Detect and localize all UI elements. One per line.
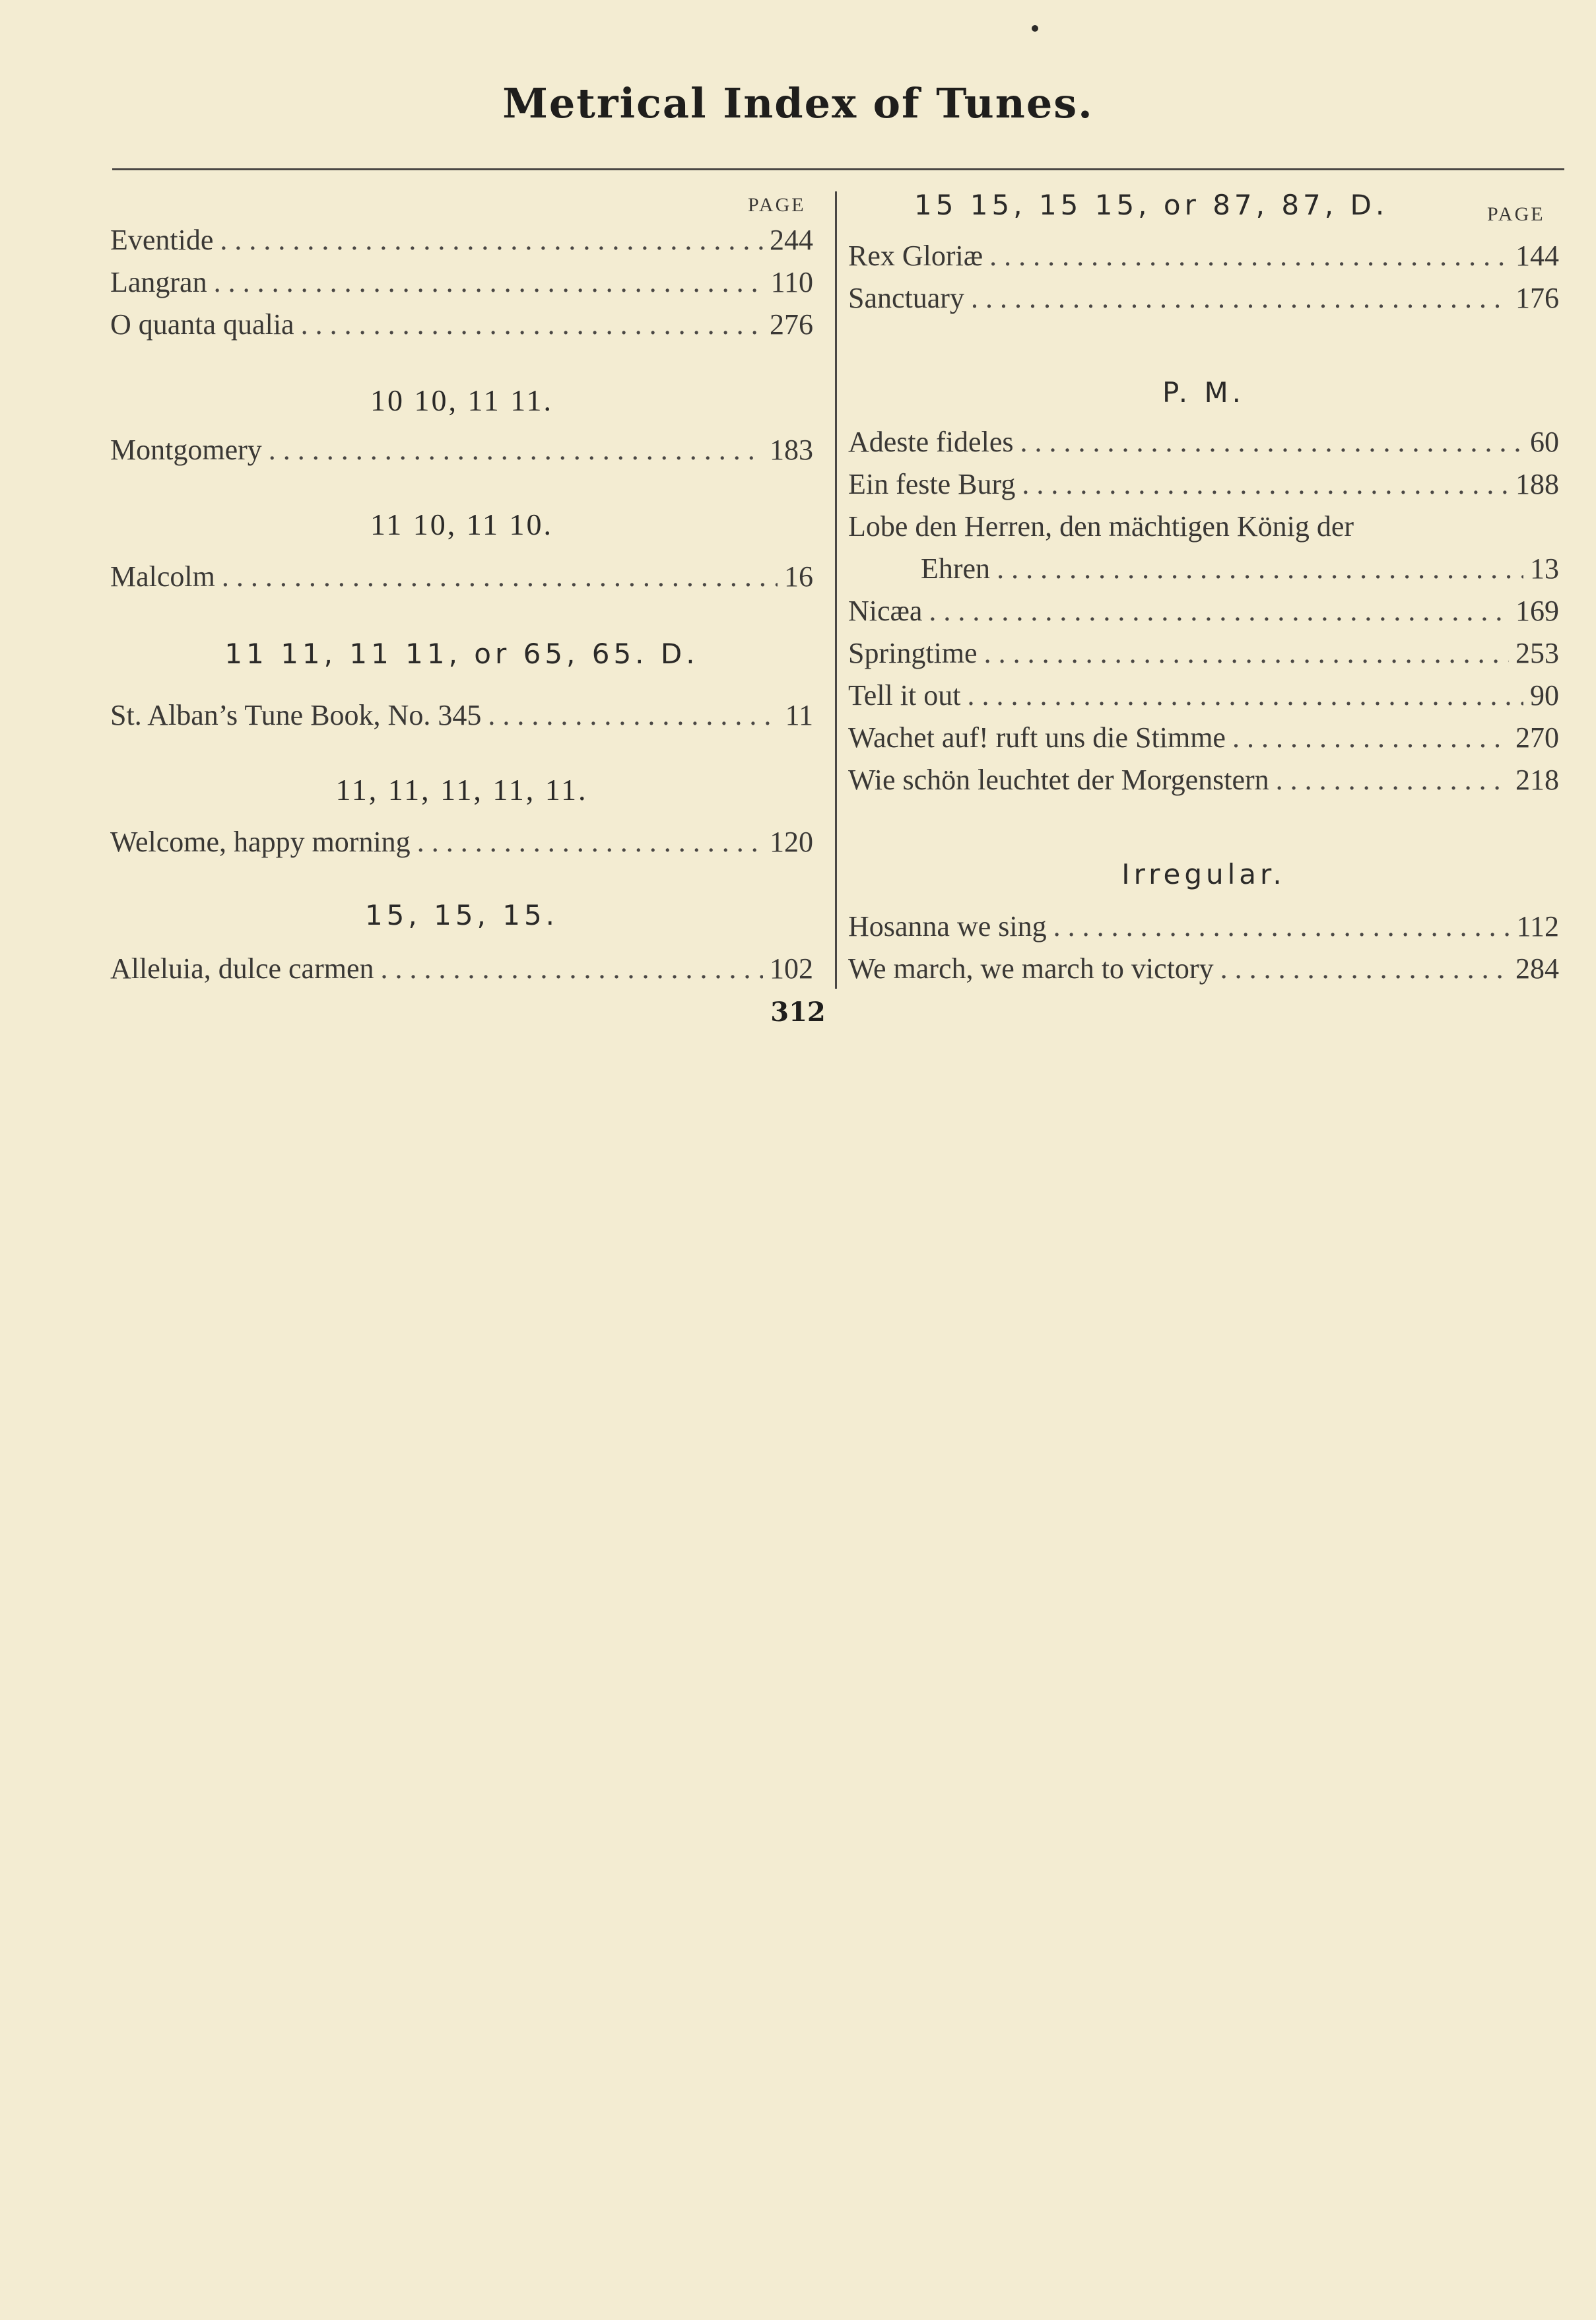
index-entry bbox=[110, 560, 813, 597]
page-number: 188 bbox=[1515, 468, 1559, 500]
meter-heading: P. M. bbox=[1162, 376, 1246, 409]
tune-name: Wachet auf! ruft uns die Stimme bbox=[848, 721, 1226, 754]
dot-leader bbox=[929, 594, 1509, 628]
dot-leader bbox=[967, 679, 1523, 712]
index-entry bbox=[110, 433, 813, 470]
index-entry bbox=[848, 910, 1559, 946]
tune-name: Welcome, happy morning bbox=[110, 826, 411, 858]
tune-name: Ein feste Burg bbox=[848, 468, 1016, 500]
index-entry bbox=[848, 281, 1559, 318]
dot-leader bbox=[1276, 763, 1509, 797]
page-number: 16 bbox=[784, 560, 813, 593]
entry-first-line: Lobe den Herren, den mächtigen König der bbox=[848, 510, 1354, 543]
page-number: 90 bbox=[1530, 679, 1559, 712]
page-folio: 312 bbox=[770, 997, 826, 1028]
index-entry bbox=[110, 698, 813, 735]
tune-name: Wie schön leuchtet der Morgenstern bbox=[848, 764, 1269, 796]
tune-name: Adeste fideles bbox=[848, 426, 1014, 458]
dot-leader bbox=[1232, 721, 1509, 754]
page-number: 11 bbox=[785, 699, 813, 731]
tune-name: We march, we march to victory bbox=[848, 952, 1214, 985]
index-entry bbox=[110, 952, 813, 989]
page-number: 102 bbox=[770, 952, 813, 985]
page-number: 112 bbox=[1516, 910, 1559, 943]
index-entry bbox=[110, 223, 813, 260]
meter-heading: 10 10, 11 11. bbox=[370, 383, 554, 417]
page-number: 244 bbox=[770, 224, 813, 256]
page-column-header: PAGE bbox=[1487, 203, 1545, 225]
page-number: 110 bbox=[770, 266, 813, 298]
tune-name: Langran bbox=[110, 266, 207, 298]
index-entry bbox=[848, 467, 1559, 504]
page-number: 176 bbox=[1515, 282, 1559, 314]
page-column-header: PAGE bbox=[748, 194, 806, 216]
page-number: 183 bbox=[770, 434, 813, 466]
dot-leader bbox=[220, 223, 763, 257]
dot-leader bbox=[222, 560, 778, 593]
index-entry bbox=[848, 594, 1559, 631]
page-number: 270 bbox=[1515, 721, 1559, 754]
page-number: 169 bbox=[1515, 595, 1559, 627]
page-number: 253 bbox=[1515, 637, 1559, 669]
tune-name: Montgomery bbox=[110, 434, 262, 466]
index-entry bbox=[848, 239, 1559, 276]
index-entry bbox=[110, 825, 813, 862]
page-number: 13 bbox=[1530, 552, 1559, 585]
tune-name: Sanctuary bbox=[848, 282, 964, 314]
page-number: 144 bbox=[1515, 240, 1559, 272]
dot-leader bbox=[417, 825, 763, 859]
meter-heading: 15, 15, 15. bbox=[364, 899, 559, 931]
tune-name: St. Alban’s Tune Book, No. 345 bbox=[110, 699, 482, 731]
tune-name: O quanta qualia bbox=[110, 308, 294, 341]
meter-heading: Irregular. bbox=[1121, 858, 1286, 890]
index-entry bbox=[848, 952, 1559, 989]
tune-name: Nicæa bbox=[848, 595, 923, 627]
page-title: Metrical Index of Tunes. bbox=[502, 79, 1094, 127]
index-entry bbox=[848, 721, 1559, 758]
tune-name: Tell it out bbox=[848, 679, 961, 712]
meter-heading: 11, 11, 11, 11, 11. bbox=[335, 773, 588, 807]
page-number: 276 bbox=[770, 308, 813, 341]
tune-name: Ehren bbox=[921, 552, 991, 585]
header-rule bbox=[112, 168, 1564, 170]
meter-heading: 11 11, 11 11, or 65, 65. D. bbox=[224, 638, 699, 670]
dot-leader bbox=[1022, 467, 1509, 501]
index-entry bbox=[110, 308, 813, 345]
dot-leader bbox=[997, 552, 1523, 585]
column-divider bbox=[835, 191, 837, 989]
index-entry bbox=[110, 265, 813, 302]
dot-leader bbox=[971, 281, 1509, 315]
dot-leader bbox=[301, 308, 763, 341]
printer-dot bbox=[1032, 25, 1038, 32]
page-number: 60 bbox=[1530, 426, 1559, 458]
dot-leader bbox=[269, 433, 763, 467]
index-entry bbox=[848, 552, 1559, 589]
dot-leader bbox=[1020, 425, 1523, 459]
index-entry bbox=[848, 636, 1559, 673]
dot-leader bbox=[1053, 910, 1510, 943]
tune-name: Rex Gloriæ bbox=[848, 240, 983, 272]
tune-name: Malcolm bbox=[110, 560, 215, 593]
dot-leader bbox=[984, 636, 1509, 670]
dot-leader bbox=[214, 265, 764, 299]
tune-name: Alleluia, dulce carmen bbox=[110, 952, 374, 985]
tune-name: Eventide bbox=[110, 224, 214, 256]
dot-leader bbox=[488, 698, 778, 732]
index-entry bbox=[848, 763, 1559, 800]
page-number: 120 bbox=[770, 826, 813, 858]
tune-name: Springtime bbox=[848, 637, 978, 669]
index-entry bbox=[848, 425, 1559, 462]
index-entry bbox=[848, 679, 1559, 715]
dot-leader bbox=[989, 239, 1509, 273]
meter-heading: 15 15, 15 15, or 87, 87, D. bbox=[914, 189, 1389, 221]
meter-heading: 11 10, 11 10. bbox=[370, 508, 554, 541]
page-number: 218 bbox=[1515, 764, 1559, 796]
dot-leader bbox=[380, 952, 763, 985]
page-number: 284 bbox=[1515, 952, 1559, 985]
tune-name: Hosanna we sing bbox=[848, 910, 1047, 943]
dot-leader bbox=[1220, 952, 1509, 985]
